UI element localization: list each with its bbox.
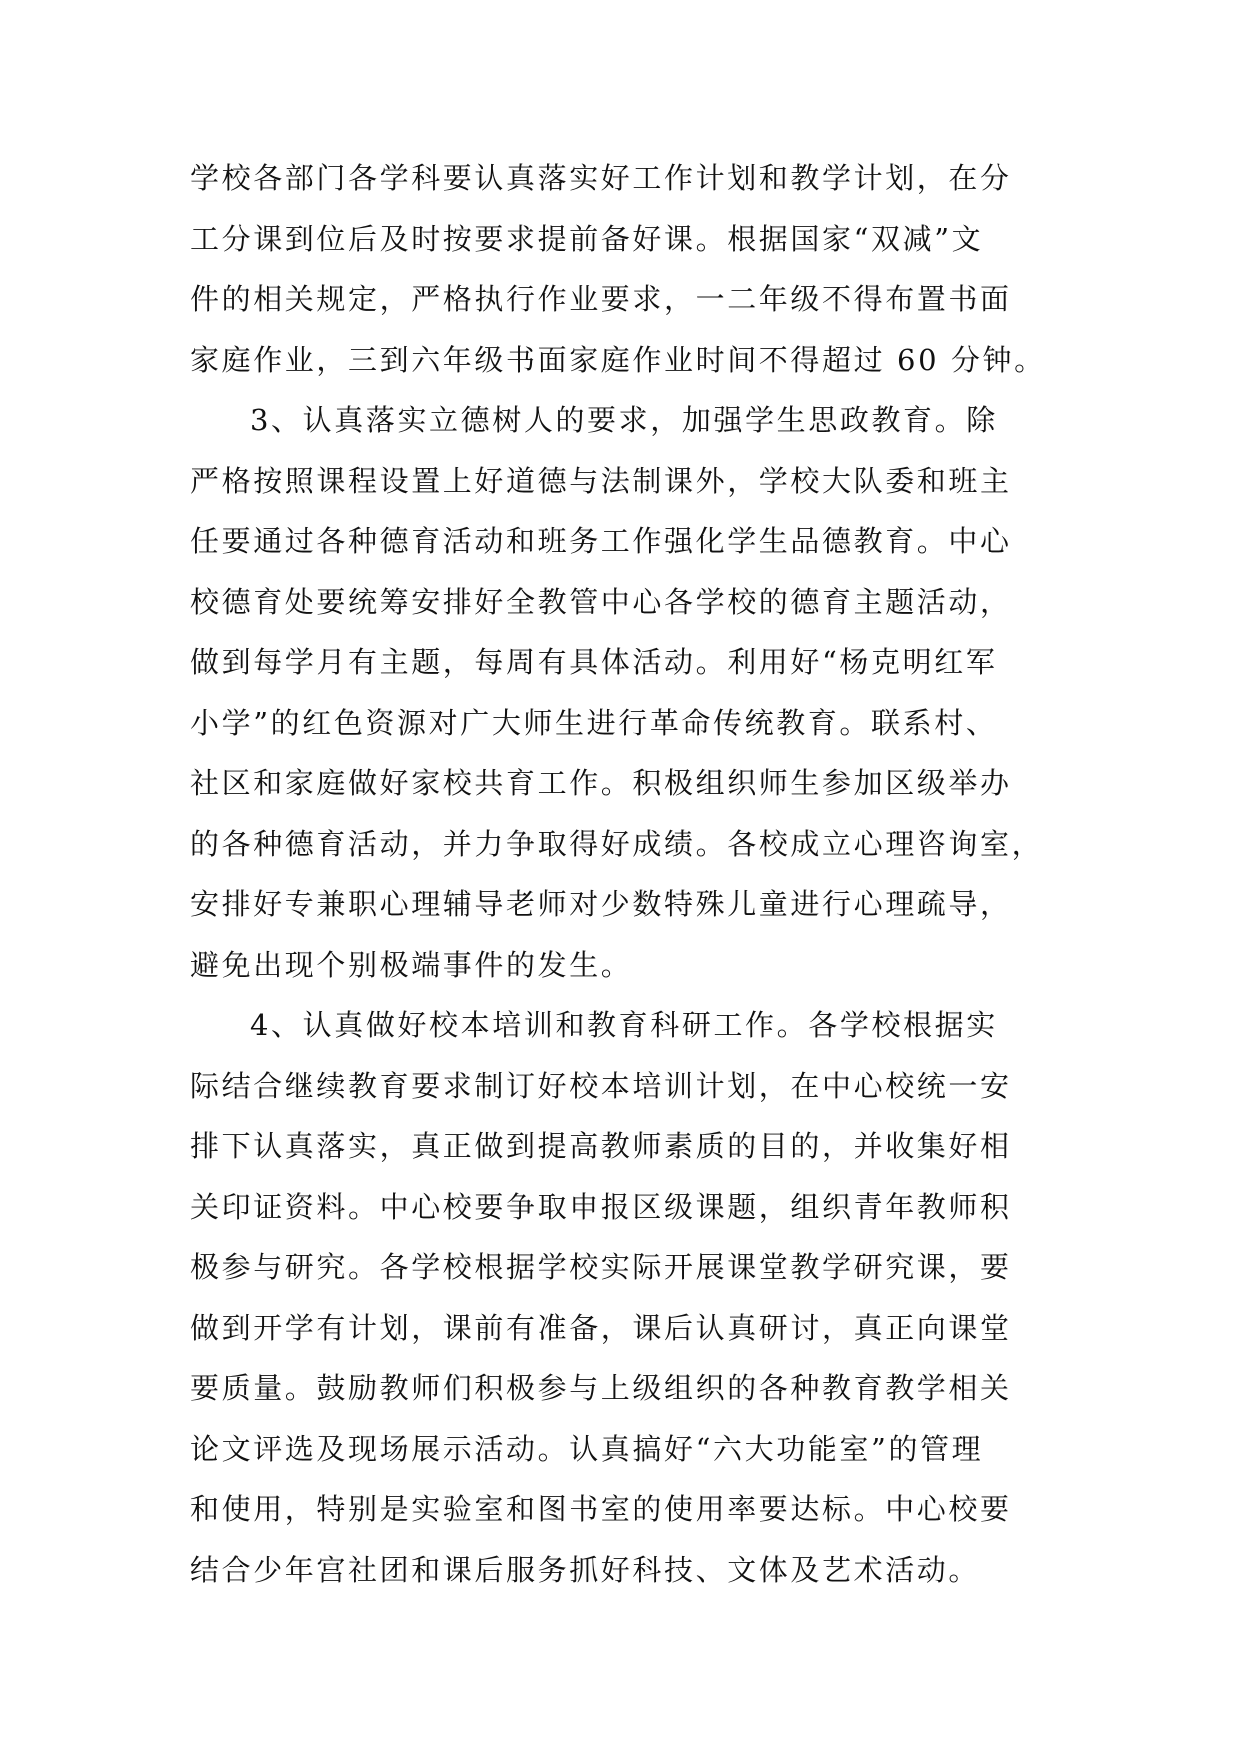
text-line-first: 4、认真做好校本培训和教育科研工作。各学校根据实 [250, 1008, 998, 1042]
text-line: 校德育处要统筹安排好全教管中心各学校的德育主题活动， [190, 584, 1012, 619]
text-line: 际结合继续教育要求制订好校本培训计划，在中心校统一安 [190, 1068, 1012, 1103]
text-line: 安排好专兼职心理辅导老师对少数特殊儿童进行心理疏导， [190, 887, 1012, 921]
document-body [190, 148, 1070, 1600]
text-line-first: 3、认真落实立德树人的要求，加强学生思政教育。除 [250, 403, 998, 437]
paragraph-3 [190, 390, 1070, 995]
text-line: 社区和家庭做好家校共育工作。积极组织师生参加区级举办 [190, 766, 1012, 800]
text-line: 件的相关规定，严格执行作业要求，一二年级不得布置书面 [190, 282, 1012, 316]
text-line: 和使用，特别是实验室和图书室的使用率要达标。中心校要 [190, 1492, 1012, 1526]
text-line: 小学”的红色资源对广大师生进行革命传统教育。联系村、 [190, 705, 998, 740]
text-line: 做到每学月有主题，每周有具体活动。利用好“杨克明红军 [190, 645, 998, 679]
text-line: 家庭作业，三到六年级书面家庭作业时间不得超过 60 分钟。 [190, 342, 1046, 377]
text-line: 学校各部门各学科要认真落实好工作计划和教学计划，在分 [190, 161, 1012, 195]
text-line: 严格按照课程设置上好道德与法制课外，学校大队委和班主 [190, 463, 1012, 498]
text-line: 的各种德育活动，并力争取得好成绩。各校成立心理咨询室， [190, 826, 1044, 861]
text-line: 避免出现个别极端事件的发生。 [190, 947, 633, 982]
text-line: 任要通过各种德育活动和班务工作强化学生品德教育。中心 [190, 524, 1012, 558]
text-line: 排下认真落实，真正做到提高教师素质的目的，并收集好相 [190, 1129, 1012, 1163]
text-line: 工分课到位后及时按要求提前备好课。根据国家“双减”文 [190, 221, 984, 256]
paragraph-continued [190, 148, 1070, 390]
text-line: 极参与研究。各学校根据学校实际开展课堂教学研究课，要 [190, 1250, 1012, 1284]
text-line: 结合少年宫社团和课后服务抓好科技、文体及艺术活动。 [190, 1552, 981, 1587]
text-line: 做到开学有计划，课前有准备，课后认真研讨，真正向课堂 [190, 1310, 1012, 1345]
text-line: 论文评选及现场展示活动。认真搞好“六大功能室”的管理 [190, 1431, 984, 1466]
text-line: 要质量。鼓励教师们积极参与上级组织的各种教育教学相关 [190, 1371, 1012, 1405]
paragraph-4 [190, 995, 1070, 1600]
text-line: 关印证资料。中心校要争取申报区级课题，组织青年教师积 [190, 1189, 1012, 1224]
